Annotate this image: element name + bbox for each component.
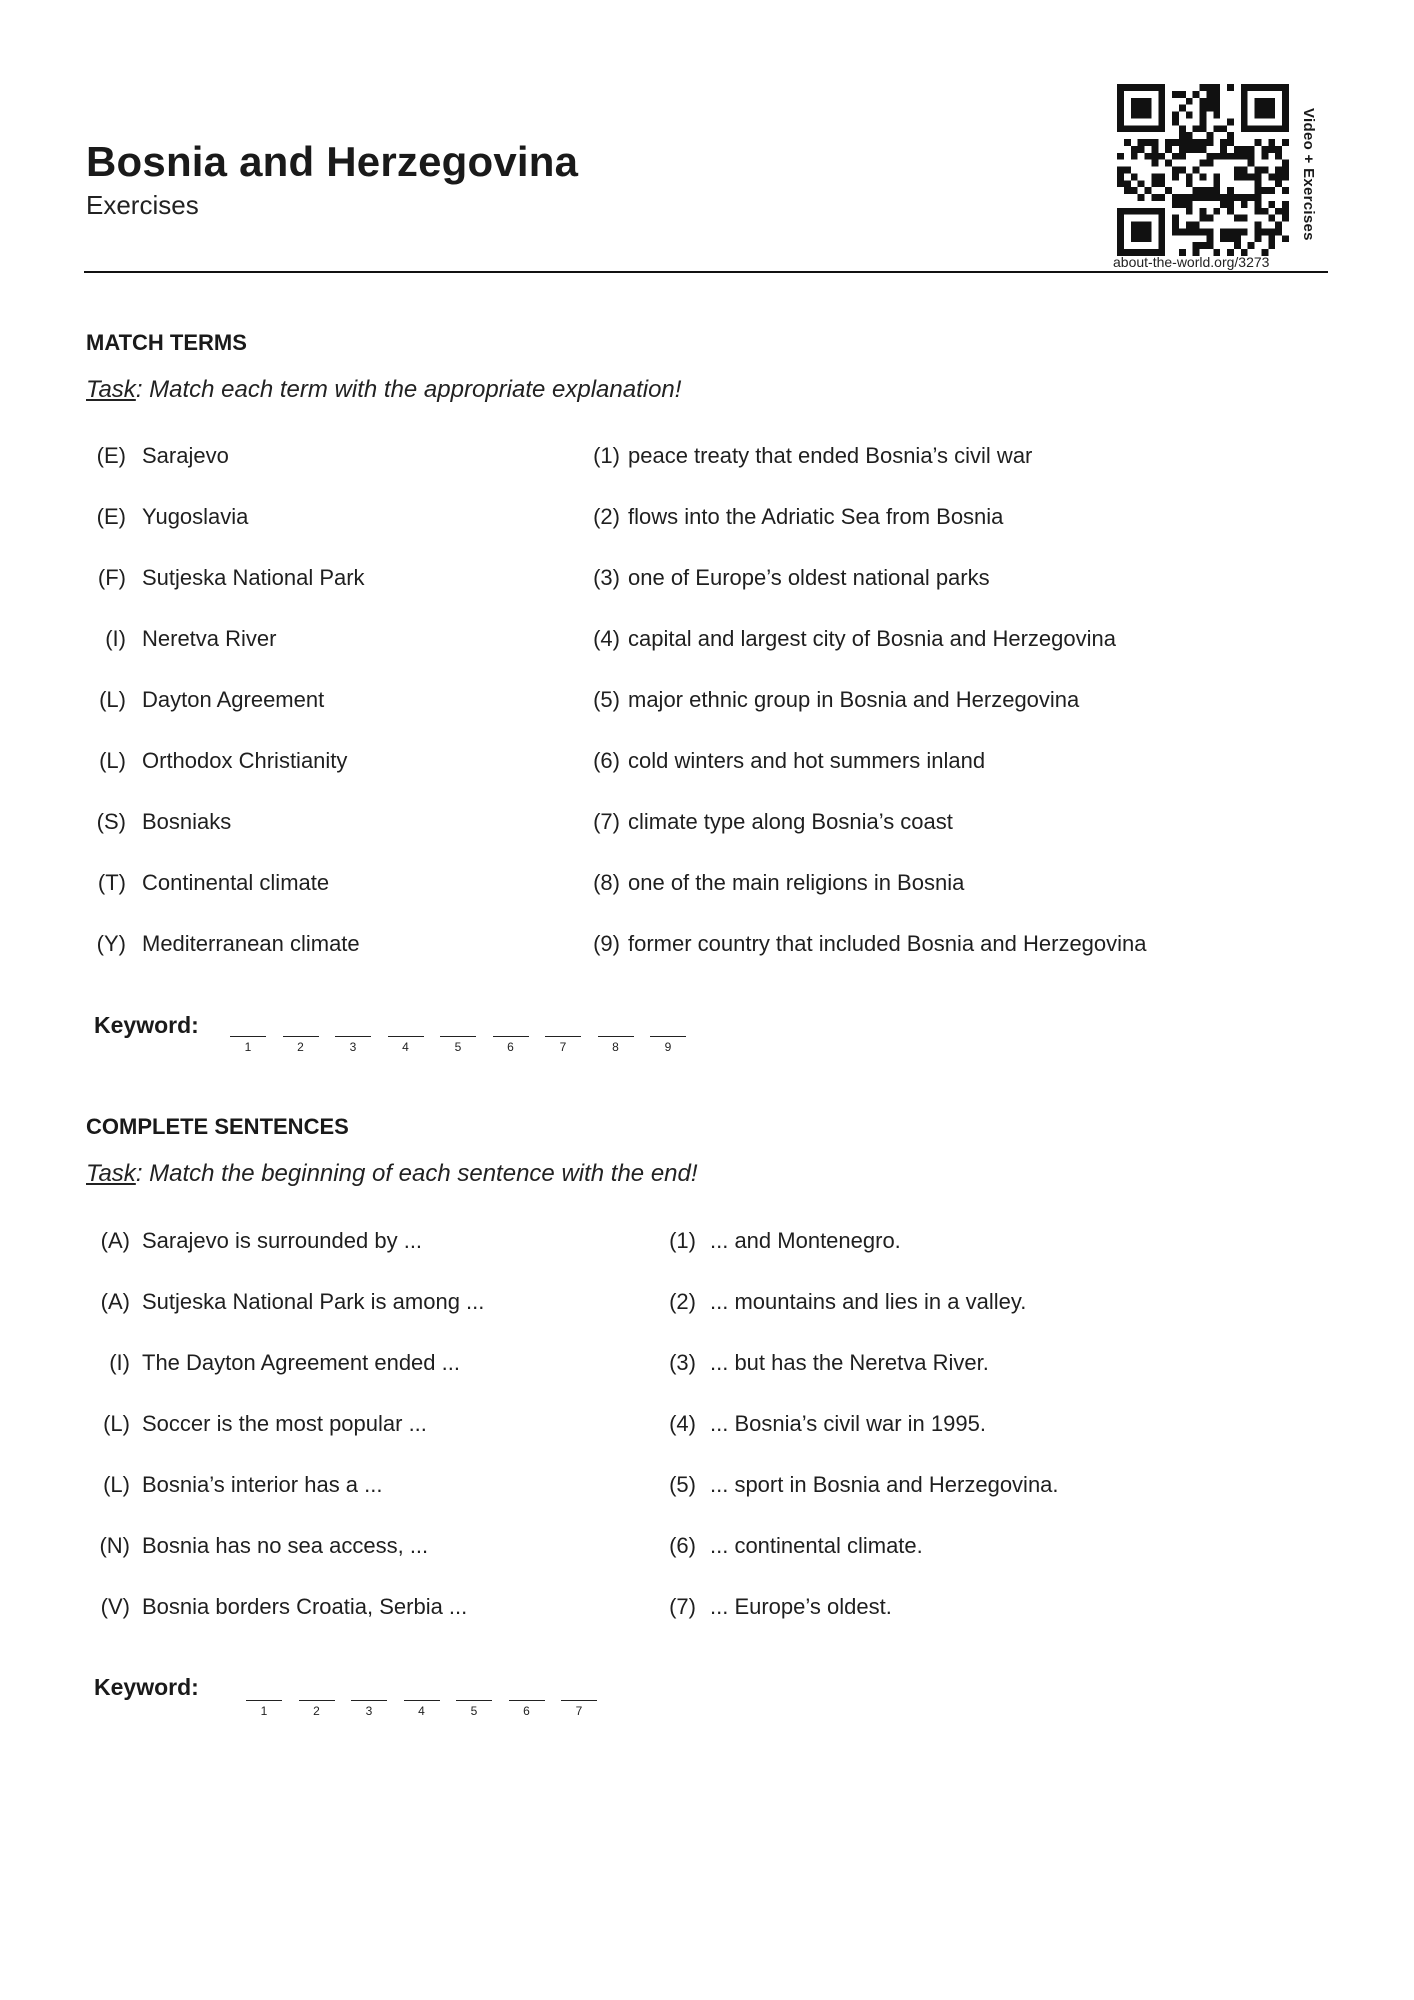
- match-terms-heading: MATCH TERMS: [86, 330, 247, 355]
- explanation-item-label: (1): [593, 443, 620, 468]
- sentence-ending-text: ... continental climate.: [710, 1533, 923, 1558]
- sentence-beginning-label: (I): [109, 1350, 130, 1375]
- sentence-beginning-label: (L): [103, 1411, 130, 1436]
- sentence-ending: [662, 1472, 1059, 1498]
- sentence-beginning-text: Bosnia has no sea access, ...: [142, 1533, 429, 1558]
- explanation-item-text: major ethnic group in Bosnia and Herzegovina: [628, 687, 1080, 712]
- sentence-beginning: [90, 1472, 383, 1498]
- term-item-label: (S): [96, 809, 126, 834]
- term-item-label: (E): [96, 443, 126, 468]
- qr-code-icon[interactable]: [1117, 84, 1289, 256]
- keyword-blank-number: 3: [349, 1040, 357, 1054]
- term-item-label: (Y): [96, 931, 126, 956]
- keyword-blank-number: 2: [297, 1040, 304, 1054]
- term-item-label: (I): [105, 626, 126, 651]
- explanation-item: [586, 626, 1116, 652]
- sentence-ending: [662, 1289, 1026, 1315]
- term-item: [90, 809, 231, 835]
- explanation-item-label: (3): [593, 565, 620, 590]
- term-item-text: Sarajevo: [142, 443, 229, 468]
- term-item: [90, 626, 276, 652]
- keyword-blank[interactable]: [509, 1700, 545, 1701]
- keyword-blank-number: 3: [365, 1704, 373, 1718]
- term-item-text: Yugoslavia: [142, 504, 249, 529]
- term-item-label: (F): [97, 565, 126, 590]
- sentence-beginning-text: The Dayton Agreement ended ...: [142, 1350, 460, 1375]
- explanation-item: [586, 748, 985, 774]
- header-divider: [84, 271, 1328, 273]
- sentence-ending-label: (2): [669, 1289, 696, 1314]
- keyword-blank-number: 4: [402, 1040, 409, 1054]
- keyword-blank[interactable]: [598, 1036, 634, 1037]
- sentence-ending-label: (5): [669, 1472, 696, 1497]
- sentence-beginning: [90, 1594, 467, 1620]
- keyword-blank-number: 7: [559, 1040, 567, 1054]
- sentence-ending: [662, 1228, 901, 1254]
- term-item-text: Mediterranean climate: [142, 931, 360, 956]
- term-item-label: (T): [97, 870, 126, 895]
- explanation-item: [586, 931, 1147, 957]
- explanation-item-text: one of Europe’s oldest national parks: [628, 565, 990, 590]
- explanation-item: [586, 443, 1032, 469]
- term-item-text: Sutjeska National Park: [142, 565, 365, 590]
- explanation-item-label: (5): [593, 687, 620, 712]
- sentence-beginning: [90, 1350, 460, 1376]
- match-terms-task: Task: Match each term with the appropriate explanation!: [86, 376, 682, 403]
- keyword-blank[interactable]: [299, 1700, 335, 1701]
- keyword-blank-number: 7: [575, 1704, 583, 1718]
- explanation-item: [586, 565, 990, 591]
- sentence-beginning-label: (A): [100, 1289, 130, 1314]
- sentence-beginning-text: Bosnia’s interior has a ...: [142, 1472, 383, 1497]
- term-item-text: Orthodox Christianity: [142, 748, 348, 773]
- term-item: [90, 687, 324, 713]
- sentence-ending-text: ... mountains and lies in a valley.: [710, 1289, 1027, 1314]
- qr-url[interactable]: about-the-world.org/3273: [1113, 254, 1270, 270]
- explanation-item-label: (6): [593, 748, 620, 773]
- keyword-blank[interactable]: [351, 1700, 387, 1701]
- term-item: [90, 931, 360, 957]
- keyword-blank[interactable]: [335, 1036, 371, 1037]
- sentence-ending-label: (7): [669, 1594, 696, 1619]
- sentence-beginning-text: Sarajevo is surrounded by ...: [142, 1228, 423, 1253]
- sentence-ending-label: (1): [669, 1228, 696, 1253]
- keyword-blank-number: 8: [612, 1040, 619, 1054]
- keyword-blank[interactable]: [440, 1036, 476, 1037]
- sentence-ending-label: (4): [669, 1411, 696, 1436]
- keyword-blank-number: 6: [523, 1704, 530, 1718]
- explanation-item-text: climate type along Bosnia’s coast: [628, 809, 953, 834]
- explanation-item-text: peace treaty that ended Bosnia’s civil war: [628, 443, 1033, 468]
- sentence-ending-text: ... Bosnia’s civil war in 1995.: [710, 1411, 986, 1436]
- explanation-item-label: (9): [593, 931, 620, 956]
- keyword-blank[interactable]: [493, 1036, 529, 1037]
- sentence-beginning-label: (L): [103, 1472, 130, 1497]
- match-terms-keyword-label: Keyword:: [94, 1012, 199, 1038]
- keyword-blank[interactable]: [456, 1700, 492, 1701]
- term-item-label: (L): [99, 748, 126, 773]
- explanation-item: [586, 687, 1079, 713]
- keyword-blank-number: 5: [454, 1040, 462, 1054]
- sentence-ending: [662, 1533, 923, 1559]
- sentence-beginning-label: (N): [99, 1533, 130, 1558]
- explanation-item: [586, 504, 1003, 530]
- sentence-ending-label: (6): [669, 1533, 696, 1558]
- explanation-item: [586, 870, 964, 896]
- explanation-item-text: capital and largest city of Bosnia and Herzegovina: [628, 626, 1116, 651]
- keyword-blank[interactable]: [283, 1036, 319, 1037]
- sentence-ending-text: ... sport in Bosnia and Herzegovina.: [710, 1472, 1059, 1497]
- sentence-ending-label: (3): [669, 1350, 696, 1375]
- term-item-label: (L): [99, 687, 126, 712]
- complete-sentences-task: Task: Match the beginning of each sentence with the end!: [86, 1160, 698, 1187]
- sentence-ending-text: ... and Montenegro.: [710, 1228, 901, 1253]
- sentence-beginning: [90, 1228, 422, 1254]
- keyword-blank[interactable]: [545, 1036, 581, 1037]
- sentence-beginning-text: Soccer is the most popular ...: [142, 1411, 427, 1436]
- term-item: [90, 504, 248, 530]
- term-item: [90, 565, 365, 591]
- keyword-blank-number: 4: [418, 1704, 425, 1718]
- sentence-beginning-label: (V): [100, 1594, 130, 1619]
- explanation-item-label: (4): [593, 626, 620, 651]
- explanation-item-label: (8): [593, 870, 620, 895]
- term-item-text: Neretva River: [142, 626, 277, 651]
- term-item: [90, 748, 347, 774]
- explanation-item-text: former country that included Bosnia and Herzegovina: [628, 931, 1147, 956]
- sentence-beginning-text: Sutjeska National Park is among ...: [142, 1289, 485, 1314]
- term-item-text: Bosniaks: [142, 809, 232, 834]
- sentence-beginning: [90, 1289, 484, 1315]
- page-subtitle: Exercises: [86, 190, 199, 220]
- term-item: [90, 443, 229, 469]
- keyword-blank-number: 1: [244, 1040, 252, 1054]
- sentence-ending: [662, 1350, 989, 1376]
- sentence-beginning: [90, 1533, 428, 1559]
- sentence-beginning-label: (A): [100, 1228, 130, 1253]
- keyword-blank[interactable]: [404, 1700, 440, 1701]
- complete-sentences-keyword-label: Keyword:: [94, 1674, 199, 1700]
- explanation-item-label: (2): [593, 504, 620, 529]
- sentence-ending: [662, 1411, 986, 1437]
- complete-sentences-heading: COMPLETE SENTENCES: [86, 1114, 349, 1139]
- keyword-blank-number: 6: [507, 1040, 514, 1054]
- explanation-item-text: flows into the Adriatic Sea from Bosnia: [628, 504, 1004, 529]
- explanation-item: [586, 809, 953, 835]
- keyword-blank-number: 1: [260, 1704, 268, 1718]
- keyword-blank-number: 9: [664, 1040, 672, 1054]
- keyword-blank-number: 2: [313, 1704, 320, 1718]
- term-item-label: (E): [96, 504, 126, 529]
- keyword-blank[interactable]: [388, 1036, 424, 1037]
- explanation-item-text: one of the main religions in Bosnia: [628, 870, 965, 895]
- term-item: [90, 870, 329, 896]
- sentence-beginning-text: Bosnia borders Croatia, Serbia ...: [142, 1594, 468, 1619]
- keyword-blank[interactable]: [230, 1036, 266, 1037]
- qr-side-label: Video + Exercises: [1300, 108, 1317, 241]
- sentence-ending-text: ... but has the Neretva River.: [710, 1350, 989, 1375]
- explanation-item-label: (7): [593, 809, 620, 834]
- keyword-blank[interactable]: [650, 1036, 686, 1037]
- term-item-text: Dayton Agreement: [142, 687, 325, 712]
- explanation-item-text: cold winters and hot summers inland: [628, 748, 986, 773]
- page-title: Bosnia and Herzegovina: [86, 138, 579, 185]
- sentence-beginning: [90, 1411, 427, 1437]
- sentence-ending-text: ... Europe’s oldest.: [710, 1594, 892, 1619]
- term-item-text: Continental climate: [142, 870, 330, 895]
- keyword-blank[interactable]: [246, 1700, 282, 1701]
- sentence-ending: [662, 1594, 892, 1620]
- keyword-blank[interactable]: [561, 1700, 597, 1701]
- keyword-blank-number: 5: [470, 1704, 478, 1718]
